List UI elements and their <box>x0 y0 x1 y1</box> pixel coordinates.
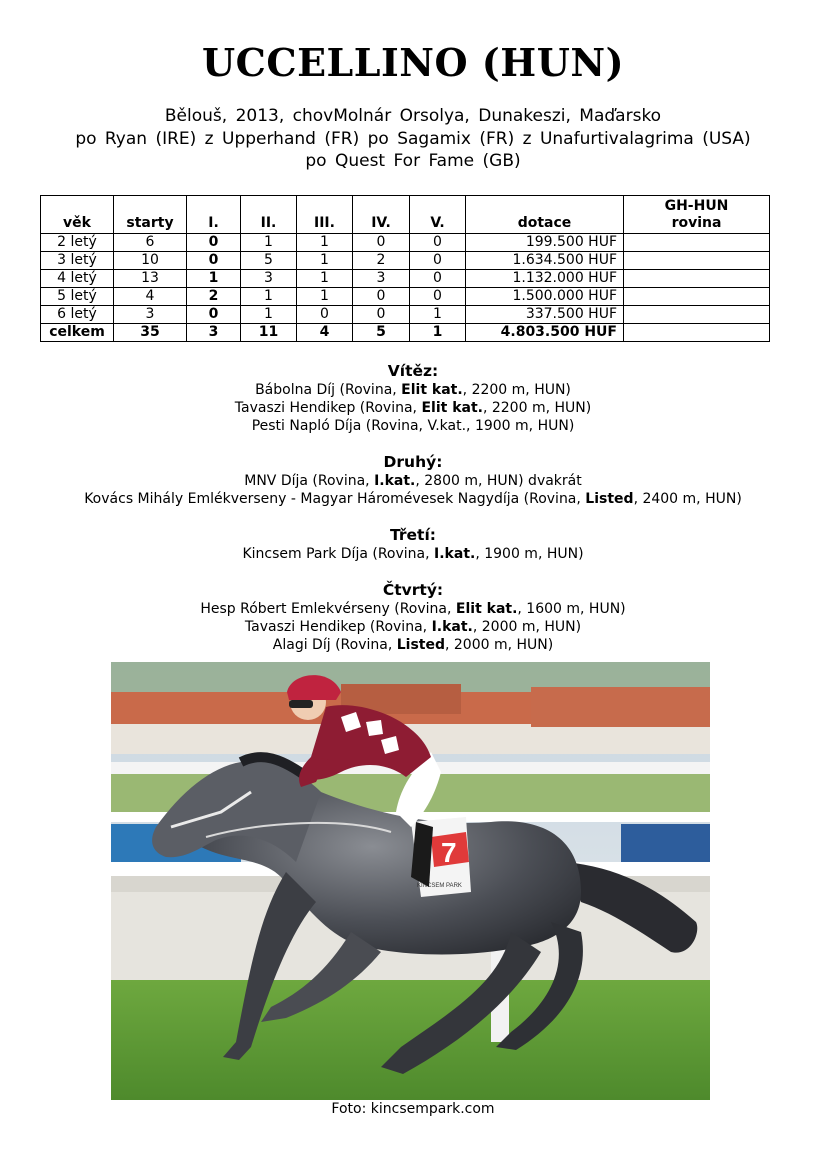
race-result-pre: Bábolna Díj (Rovina, <box>255 382 402 398</box>
race-result-pre: Kincsem Park Díja (Rovina, <box>242 546 435 562</box>
race-result-post: , 2000 m, HUN) <box>444 637 554 653</box>
race-result-post: , 1600 m, HUN) <box>517 601 626 617</box>
table-total-cell: 5 <box>353 324 410 342</box>
table-cell <box>624 306 770 324</box>
race-result-post: , 2000 m, HUN) <box>472 619 582 635</box>
table-cell: 5 <box>241 252 297 270</box>
col-header-starts: starty <box>114 196 187 234</box>
race-photo <box>111 662 710 1100</box>
race-result-pre: Pesti Napló Díja (Rovina, V.kat., 1900 m, HUN) <box>251 418 575 434</box>
info-line-breeding: Bělouš, 2013, chovMolnár Orsolya, Dunakeszi, Maďarsko <box>164 106 662 126</box>
saddle-text: KINCSEM PARK <box>417 883 462 889</box>
race-result-bold: I.kat. <box>431 619 473 635</box>
race-result-line <box>0 381 826 399</box>
table-cell: 4 <box>114 288 187 306</box>
table-cell: 199.500 HUF <box>466 234 624 252</box>
race-result-line <box>0 636 826 654</box>
table-cell: 1 <box>297 252 353 270</box>
table-cell: 0 <box>297 306 353 324</box>
table-cell: 0 <box>410 270 466 288</box>
table-cell: 337.500 HUF <box>466 306 624 324</box>
table-cell: 0 <box>187 252 241 270</box>
result-category-heading: Vítěz: <box>387 362 439 380</box>
race-result-bold: Elit kat. <box>455 601 518 617</box>
table-total-cell: 11 <box>241 324 297 342</box>
race-result-bold: I.kat. <box>434 546 476 562</box>
table-cell: 13 <box>114 270 187 288</box>
table-cell: 1.634.500 HUF <box>466 252 624 270</box>
table-cell: 1 <box>297 288 353 306</box>
table-cell: 6 <box>114 234 187 252</box>
table-cell <box>624 234 770 252</box>
race-result-line <box>0 545 826 563</box>
table-cell: 1 <box>297 270 353 288</box>
race-result-pre: MNV Díja (Rovina, <box>244 473 375 489</box>
race-result-line <box>0 600 826 618</box>
race-result-line <box>0 472 826 490</box>
table-cell: 2 <box>187 288 241 306</box>
table-total-cell: 4 <box>297 324 353 342</box>
col-header-gh-hun <box>624 196 770 234</box>
table-cell: 0 <box>353 234 410 252</box>
race-result-line <box>0 399 826 417</box>
table-cell <box>624 252 770 270</box>
table-cell: 1 <box>241 234 297 252</box>
table-cell: 1 <box>187 270 241 288</box>
info-line-pedigree-dam: po Quest For Fame (GB) <box>305 151 521 171</box>
race-results <box>0 362 826 654</box>
table-cell: 2 <box>353 252 410 270</box>
race-result-bold: Elit kat. <box>421 400 483 416</box>
race-result-post: , 2400 m, HUN) <box>633 491 742 507</box>
col-header-fourth: IV. <box>353 196 410 234</box>
race-stats-table <box>40 195 770 342</box>
race-result-pre: Alagi Díj (Rovina, <box>272 637 397 653</box>
race-result-bold: Elit kat. <box>401 382 463 398</box>
table-cell: 0 <box>410 288 466 306</box>
race-result-pre: Tavaszi Hendikep (Rovina, <box>234 400 422 416</box>
race-result-bold: Listed <box>585 491 634 507</box>
table-cell: 0 <box>353 288 410 306</box>
race-result-pre: Kovács Mihály Emlékverseny - Magyar Háromévesek Nagydíja (Rovina, <box>84 491 586 507</box>
table-total-cell: 3 <box>187 324 241 342</box>
table-total-cell: 1 <box>410 324 466 342</box>
race-result-post: , 2200 m, HUN) <box>462 382 571 398</box>
table-cell: 1 <box>241 306 297 324</box>
table-cell: 0 <box>187 306 241 324</box>
table-cell: 3 <box>353 270 410 288</box>
col-header-age: věk <box>41 196 114 234</box>
table-cell: 0 <box>410 252 466 270</box>
result-category-heading: Třetí: <box>390 526 436 544</box>
table-row <box>41 306 770 324</box>
col-header-first: I. <box>187 196 241 234</box>
table-cell: 5 letý <box>41 288 114 306</box>
table-total-cell <box>624 324 770 342</box>
table-row <box>41 288 770 306</box>
race-result-post: , 1900 m, HUN) <box>475 546 584 562</box>
table-cell: 0 <box>187 234 241 252</box>
result-category-heading: Druhý: <box>383 453 443 471</box>
race-result-line <box>0 490 826 508</box>
table-cell: 4 letý <box>41 270 114 288</box>
table-cell <box>624 270 770 288</box>
saddle-number: 7 <box>441 837 457 868</box>
col-header-gh-hun-line1: GH-HUN <box>664 198 729 214</box>
race-result-line <box>0 417 826 435</box>
table-cell: 1.500.000 HUF <box>466 288 624 306</box>
col-header-second: II. <box>241 196 297 234</box>
table-cell: 3 <box>241 270 297 288</box>
table-cell: 1 <box>410 306 466 324</box>
photo-caption: Foto: kincsempark.com <box>331 1101 495 1117</box>
table-cell: 6 letý <box>41 306 114 324</box>
table-cell: 0 <box>353 306 410 324</box>
col-header-fifth: V. <box>410 196 466 234</box>
table-cell: 1.132.000 HUF <box>466 270 624 288</box>
table-cell: 3 <box>114 306 187 324</box>
table-total-cell: 4.803.500 HUF <box>466 324 624 342</box>
col-header-gh-hun-line2: rovina <box>671 215 722 231</box>
table-cell: 1 <box>297 234 353 252</box>
race-result-line <box>0 618 826 636</box>
race-result-pre: Tavaszi Hendikep (Rovina, <box>244 619 432 635</box>
race-result-post: , 2800 m, HUN) dvakrát <box>415 473 582 489</box>
racehorse-image <box>111 662 710 1100</box>
table-cell: 2 letý <box>41 234 114 252</box>
table-row <box>41 234 770 252</box>
table-cell <box>624 288 770 306</box>
race-result-post: , 2200 m, HUN) <box>482 400 592 416</box>
table-cell: 1 <box>241 288 297 306</box>
table-cell: 10 <box>114 252 187 270</box>
table-row <box>41 252 770 270</box>
horse-title: UCCELLINO (HUN) <box>201 40 625 85</box>
col-header-third: III. <box>297 196 353 234</box>
table-cell: 3 letý <box>41 252 114 270</box>
race-result-pre: Hesp Róbert Emlekvérseny (Rovina, <box>200 601 456 617</box>
table-total-cell: 35 <box>114 324 187 342</box>
table-total-row <box>41 324 770 342</box>
table-total-cell: celkem <box>41 324 114 342</box>
race-result-bold: I.kat. <box>374 473 416 489</box>
race-result-bold: Listed <box>396 637 445 653</box>
table-cell: 0 <box>410 234 466 252</box>
table-row <box>41 270 770 288</box>
result-category-heading: Čtvrtý: <box>382 581 444 599</box>
info-line-pedigree: po Ryan (IRE) z Upperhand (FR) po Sagamix (FR) z Unafurtivalagrima (USA) <box>75 129 751 149</box>
col-header-earnings: dotace <box>466 196 624 234</box>
table-header-row <box>41 196 770 234</box>
